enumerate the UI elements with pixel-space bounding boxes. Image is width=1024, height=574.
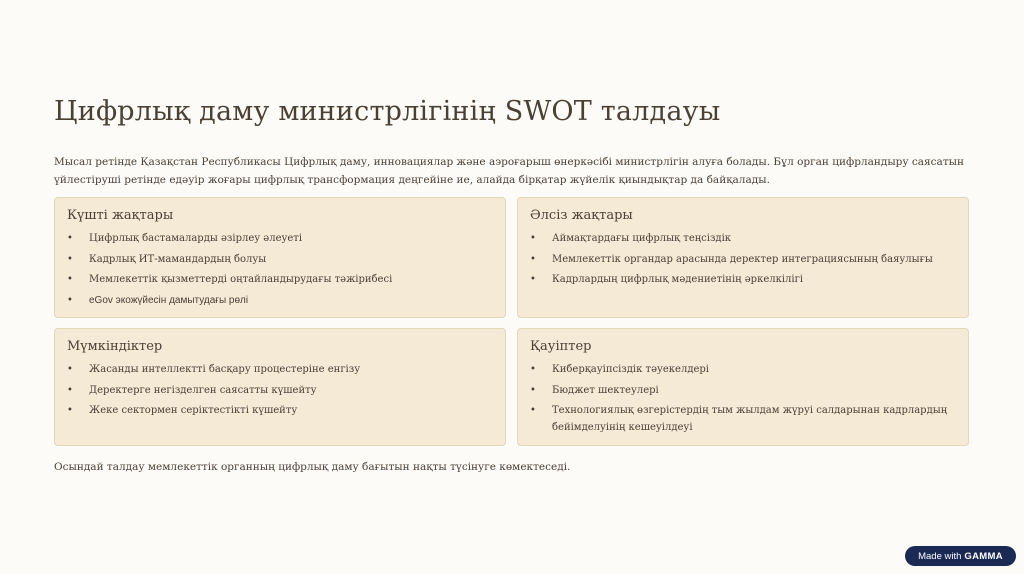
bullet-icon: • xyxy=(67,384,73,396)
opportunities-card xyxy=(54,328,506,446)
strengths-title: Күшті жақтары xyxy=(67,208,174,223)
threats-title: Қауіптер xyxy=(530,339,592,354)
list-item-text: eGov экожүйесін дамытудағы рөлі xyxy=(89,294,249,306)
conclusion-paragraph: Осындай талдау мемлекеттік органның цифрлық даму бағытын нақты түсінуге көмектеседі. xyxy=(54,461,571,473)
strengths-card xyxy=(54,197,506,318)
list-item xyxy=(67,361,493,378)
bullet-icon: • xyxy=(67,405,73,416)
list-item-text: Бюджет шектеулері xyxy=(552,384,659,396)
list-item-text: Мемлекеттік органдар арасында деректер интеграциясының баяулығы xyxy=(552,253,933,265)
bullet-icon: • xyxy=(67,364,73,375)
bullet-icon: • xyxy=(67,274,73,285)
list-item-text: Технологиялық өзгерістердің тым жылдам жүруі салдарынан кадрлардың бейімделуінің кешеуілдеуі xyxy=(552,405,948,433)
list-item-text: Жеке сектормен серіктестікті күшейту xyxy=(89,405,298,416)
list-item xyxy=(67,382,493,399)
opportunities-list xyxy=(67,361,493,419)
opportunities-title: Мүмкіндіктер xyxy=(67,339,163,354)
list-item-text: Аймақтардағы цифрлық теңсіздік xyxy=(552,233,732,244)
bullet-icon: • xyxy=(530,405,536,416)
list-item-text: Киберқауіпсіздік тәуекелдері xyxy=(552,364,709,375)
list-item-text: Цифрлық бастамаларды әзірлеу әлеуеті xyxy=(89,233,303,244)
bullet-icon: • xyxy=(67,233,73,244)
list-item xyxy=(530,402,956,436)
list-item xyxy=(67,230,493,247)
list-item xyxy=(67,251,493,268)
threats-card xyxy=(517,328,969,446)
made-with-gamma-badge[interactable] xyxy=(905,546,1016,566)
list-item-text: Кадрлардың цифрлық мәдениетінің әркелкілігі xyxy=(552,274,804,285)
list-item xyxy=(67,402,493,419)
list-item xyxy=(530,361,956,378)
bullet-icon: • xyxy=(530,364,536,375)
list-item-text: Жасанды интеллектті басқару процестеріне енгізу xyxy=(89,364,361,375)
weaknesses-title: Әлсіз жақтары xyxy=(530,208,633,223)
list-item xyxy=(530,230,956,247)
list-item-text: Кадрлық ИТ-мамандардың болуы xyxy=(89,253,267,265)
weaknesses-card xyxy=(517,197,969,318)
page-title: Цифрлық даму министрлігінің SWOT талдауы xyxy=(54,96,721,127)
bullet-icon: • xyxy=(530,253,536,265)
strengths-list xyxy=(67,230,493,309)
list-item-text: Деректерге негізделген саясатты күшейту xyxy=(89,384,317,396)
threats-list xyxy=(530,361,956,436)
bullet-icon: • xyxy=(530,274,536,285)
bullet-icon: • xyxy=(530,384,536,396)
intro-paragraph: Мысал ретінде Қазақстан Республикасы Цифрлық даму, инновациялар және аэроғарыш өнеркәсібі министрлігін алуға болады. Бұл орган цифрландыру саясатын үйлестіруші ретінде едәуір жоғары цифрлық трансформация деңгейіне ие, алайда бірқатар жүйелік қиындықтар да байқалады. xyxy=(54,156,964,186)
weaknesses-list xyxy=(530,230,956,288)
list-item xyxy=(67,271,493,288)
list-item-text: Мемлекеттік қызметтерді оңтайландырудағы тәжірибесі xyxy=(89,274,393,285)
list-item xyxy=(530,251,956,268)
bullet-icon: • xyxy=(67,253,73,265)
list-item xyxy=(530,271,956,288)
gamma-logo: GAMMA xyxy=(964,550,1003,562)
made-with-label: Made with xyxy=(918,550,962,562)
list-item xyxy=(67,292,493,309)
bullet-icon: • xyxy=(530,233,536,244)
list-item xyxy=(530,382,956,399)
bullet-icon: • xyxy=(67,294,73,306)
